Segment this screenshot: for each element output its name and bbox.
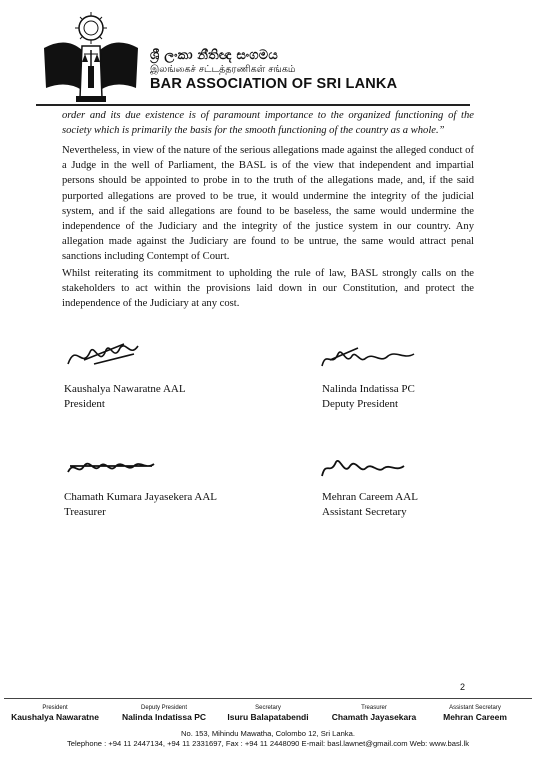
office-name: Mehran Careem: [443, 712, 507, 722]
office-name: Nalinda Indatissa PC: [121, 712, 207, 722]
paragraph-commitment: Whilst reiterating its commitment to upholding the rule of law, BASL strongly calls on the stakeholders to act within the provisions laid down in our Constitution, and protect the independence of the Judiciary at any cost.: [62, 268, 474, 310]
signatory-title: Treasurer: [64, 506, 106, 518]
signatory-title: Assistant Secretary: [322, 506, 407, 518]
office-role: Assistant Secretary: [449, 705, 501, 711]
office-name: Isuru Balapatabendi: [227, 712, 309, 722]
president-signature: [64, 334, 144, 379]
footer-office-bearer: [109, 704, 219, 723]
header-divider: [36, 104, 470, 106]
office-name: Kaushalya Nawaratne: [11, 712, 99, 722]
footer-divider: [4, 698, 532, 699]
signatory-name: Kaushalya Nawaratne AAL: [64, 383, 186, 395]
signatory-treasurer: [64, 490, 217, 520]
office-role: Treasurer: [361, 705, 387, 711]
quote-continuation: order and its due existence is of paramount importance to the organized functioning of the society which is primarily the basis for the smooth functioning of the country as a whole.”: [62, 110, 474, 137]
footer-office-bearer: [213, 704, 323, 723]
footer-contact: Telephone : +94 11 2447134, +94 11 2331697, Fax : +94 11 2448090 E-mail: basl.lawnet@gmail.com Web: www.basl.lk: [66, 739, 470, 748]
treasurer-signature: [64, 448, 160, 487]
basl-emblem-logo: [36, 6, 146, 106]
title-sinhala: ශ්‍රී ලංකා නීතිඥ සංගමය: [150, 48, 278, 63]
footer-office-bearer: [0, 704, 110, 723]
paragraph-allegations: Nevertheless, in view of the nature of the serious allegations made against the alleged conduct of a Judge in the well of Parliament, the BASL is of the view that independent and impartial persons should be appointed to probe in to the truth of the allegations made, and, if the said purported allegations are proved to be true, it would undermine the integrity of the judicial system, and if the said allegations are found to be baseless, the same would undermine the independence of the Judiciary and the integrity of the justice system in our country. Any allegation made against the Judiciary are found to be untrue, the same would attract penal sanctions including Contempt of Court.: [62, 145, 474, 263]
footer-office-bearer: [319, 704, 429, 723]
signatory-title: President: [64, 398, 105, 410]
signatory-deputy-president: [322, 382, 415, 412]
title-tamil: இலங்கைச் சட்டத்தரணிகள் சங்கம்: [150, 64, 296, 75]
deputy-president-signature: [318, 340, 418, 379]
signatory-name: Nalinda Indatissa PC: [322, 383, 415, 395]
signatory-name: Chamath Kumara Jayasekera AAL: [64, 491, 218, 503]
title-english: BAR ASSOCIATION OF SRI LANKA: [150, 76, 398, 92]
signatory-assistant-secretary: [322, 490, 418, 520]
assistant-secretary-signature: [318, 450, 408, 487]
footer-office-bearer: [420, 704, 530, 723]
office-role: Deputy President: [140, 705, 188, 711]
office-role: Secretary: [255, 705, 281, 711]
office-name: Chamath Jayasekara: [331, 712, 417, 722]
signatory-title: Deputy President: [322, 398, 399, 410]
signatory-name: Mehran Careem AAL: [322, 491, 418, 503]
office-role: President: [42, 705, 68, 711]
page-number: 2: [460, 682, 466, 692]
signatory-president: [64, 382, 186, 412]
footer-address: No. 153, Mihindu Mawatha, Colombo 12, Sri Lanka.: [181, 729, 355, 738]
organization-title: [150, 48, 397, 93]
